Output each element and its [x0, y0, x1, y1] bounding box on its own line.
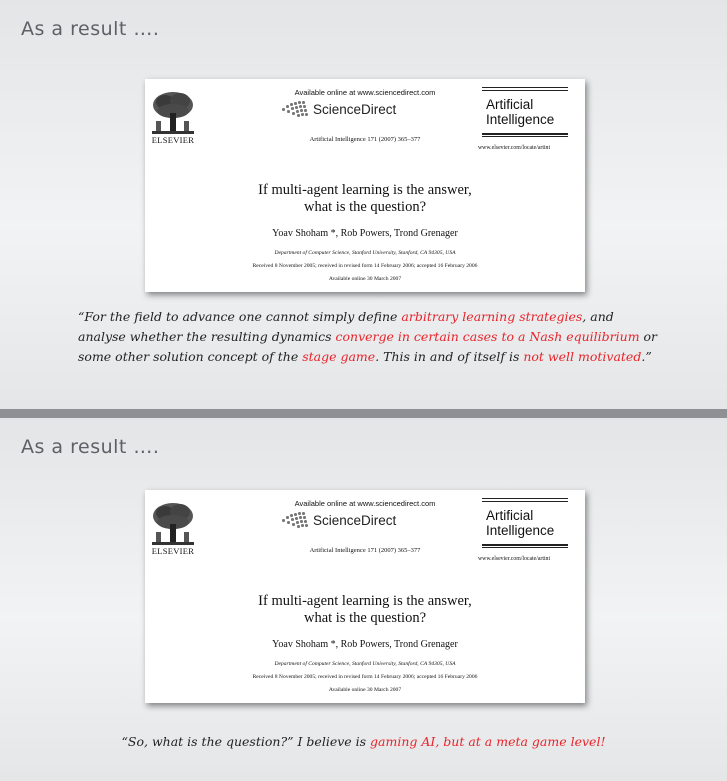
quote-segment: .”: [641, 349, 652, 364]
quote-segment: “So, what is the question?” I believe is: [121, 734, 371, 749]
paper-received-dates: Received 8 November 2005; received in revised form 14 February 2006; accepted 16 February 2006: [252, 263, 478, 269]
quote-text: [0, 734, 727, 749]
journal-url: www.elsevier.com/locate/artint: [478, 145, 551, 151]
sciencedirect-name: ScienceDirect: [313, 101, 397, 117]
paper-header-image: [145, 490, 585, 703]
quote-highlight: gaming AI, but at a meta game level!: [370, 734, 606, 749]
sciencedirect-dots-icon: [280, 99, 310, 119]
journal-logo: [482, 87, 568, 139]
publisher-name: ELSEVIER: [151, 546, 195, 556]
paper-title-line-2: what is the question?: [303, 199, 427, 215]
quote-highlight: not well motivated: [523, 349, 642, 364]
journal-name-line-2: Intelligence: [486, 112, 555, 128]
paper-online-date: Available online 30 March 2007: [328, 276, 402, 282]
paper-received-dates: Received 8 November 2005; received in revised form 14 February 2006; accepted 16 February 2006: [252, 674, 478, 680]
paper-title-line-2: what is the question?: [303, 610, 427, 626]
available-online-text: Available online at www.sciencedirect.com: [294, 499, 436, 508]
quote-segment: . This in and of itself is: [375, 349, 524, 364]
quote-highlight: arbitrary learning strategies: [401, 309, 583, 324]
paper-online-date: Available online 30 March 2007: [328, 687, 402, 693]
paper-title: [145, 593, 585, 627]
paper-title: [145, 182, 585, 216]
publisher-name: ELSEVIER: [151, 135, 195, 145]
journal-name-line-1: Artificial: [486, 508, 534, 524]
paper-authors: Yoav Shoham *, Rob Powers, Trond Grenager: [272, 228, 458, 239]
journal-name-line-2: Intelligence: [486, 523, 555, 539]
quote-text: [78, 307, 658, 367]
paper-title-line-1: If multi-agent learning is the answer,: [258, 593, 472, 609]
quote-segment: or some other solution concept of the: [78, 329, 658, 364]
quote-segment: , and analyse whether the resulting dynamics: [78, 309, 614, 344]
paper-authors: Yoav Shoham *, Rob Powers, Trond Grenager: [272, 639, 458, 650]
paper-affiliation: Department of Computer Science, Stanford University, Stanford, CA 94305, USA: [274, 661, 456, 667]
quote-highlight: converge in certain cases to a Nash equilibrium: [335, 329, 640, 344]
journal-url: www.elsevier.com/locate/artint: [478, 556, 551, 562]
slide-divider: [0, 409, 727, 418]
available-online-text: Available online at www.sciencedirect.com: [294, 88, 436, 97]
sciencedirect-logo: [280, 510, 396, 530]
paper-header-image: [145, 79, 585, 292]
paper-title-line-1: If multi-agent learning is the answer,: [258, 182, 472, 198]
journal-logo: [482, 498, 568, 550]
journal-reference: Artificial Intelligence 171 (2007) 365–377: [309, 547, 421, 554]
slide-title: As a result ….: [21, 18, 160, 40]
sciencedirect-dots-icon: [280, 510, 310, 530]
slide-title: As a result ….: [21, 436, 160, 458]
journal-reference: Artificial Intelligence 171 (2007) 365–377: [309, 136, 421, 143]
slide-2: [0, 418, 727, 781]
journal-name-line-1: Artificial: [486, 97, 534, 113]
quote-segment: “For the field to advance one cannot simply define: [78, 309, 402, 324]
paper-affiliation: Department of Computer Science, Stanford University, Stanford, CA 94305, USA: [274, 250, 456, 256]
sciencedirect-logo: [280, 99, 396, 119]
quote-highlight: stage game: [302, 349, 376, 364]
sciencedirect-name: ScienceDirect: [313, 512, 397, 528]
